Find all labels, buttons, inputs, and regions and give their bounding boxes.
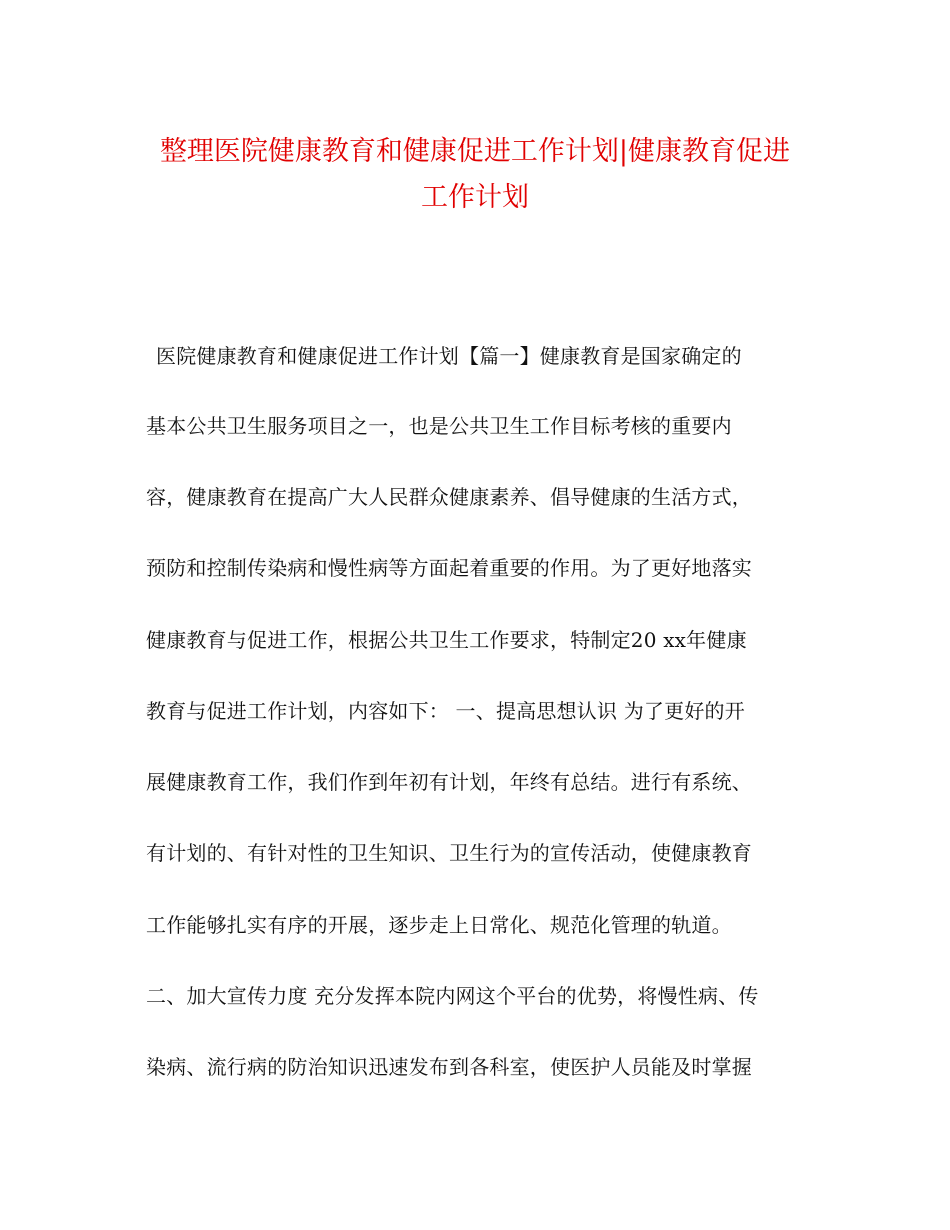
body-line-1: 医院健康教育和健康促进工作计划【篇一】健康教育是国家确定的 [156,344,742,368]
body-line-4: 预防和控制传染病和慢性病等方面起着重要的作用。为了更好地落实 [146,556,752,580]
document-title-line-1: 整理医院健康教育和健康促进工作计划|健康教育促进 [159,136,791,167]
body-line-8: 有计划的、有针对性的卫生知识、卫生行为的宣传活动，使健康教育 [146,841,752,865]
body-line-3: 容，健康教育在提高广大人民群众健康素养、倡导健康的生活方式， [146,485,752,509]
body-line-6: 教育与促进工作计划，内容如下： 一、提高思想认识 为了更好的开 [146,699,745,723]
body-line-11: 染病、流行病的防治知识迅速发布到各科室，使医护人员能及时掌握 [146,1055,752,1079]
body-line-7: 展健康教育工作，我们作到年初有计划，年终有总结。进行有系统、 [146,770,752,794]
body-line-2: 基本公共卫生服务项目之一，也是公共卫生工作目标考核的重要内 [146,414,732,438]
document-title-line-2: 工作计划 [421,182,529,213]
body-line-10: 二、加大宣传力度 充分发挥本院内网这个平台的优势，将慢性病、传 [146,984,759,1008]
body-line-9: 工作能够扎实有序的开展，逐步走上日常化、规范化管理的轨道。 [146,913,732,937]
body-line-5: 健康教育与促进工作，根据公共卫生工作要求，特制定20 xx年健康 [146,628,747,652]
